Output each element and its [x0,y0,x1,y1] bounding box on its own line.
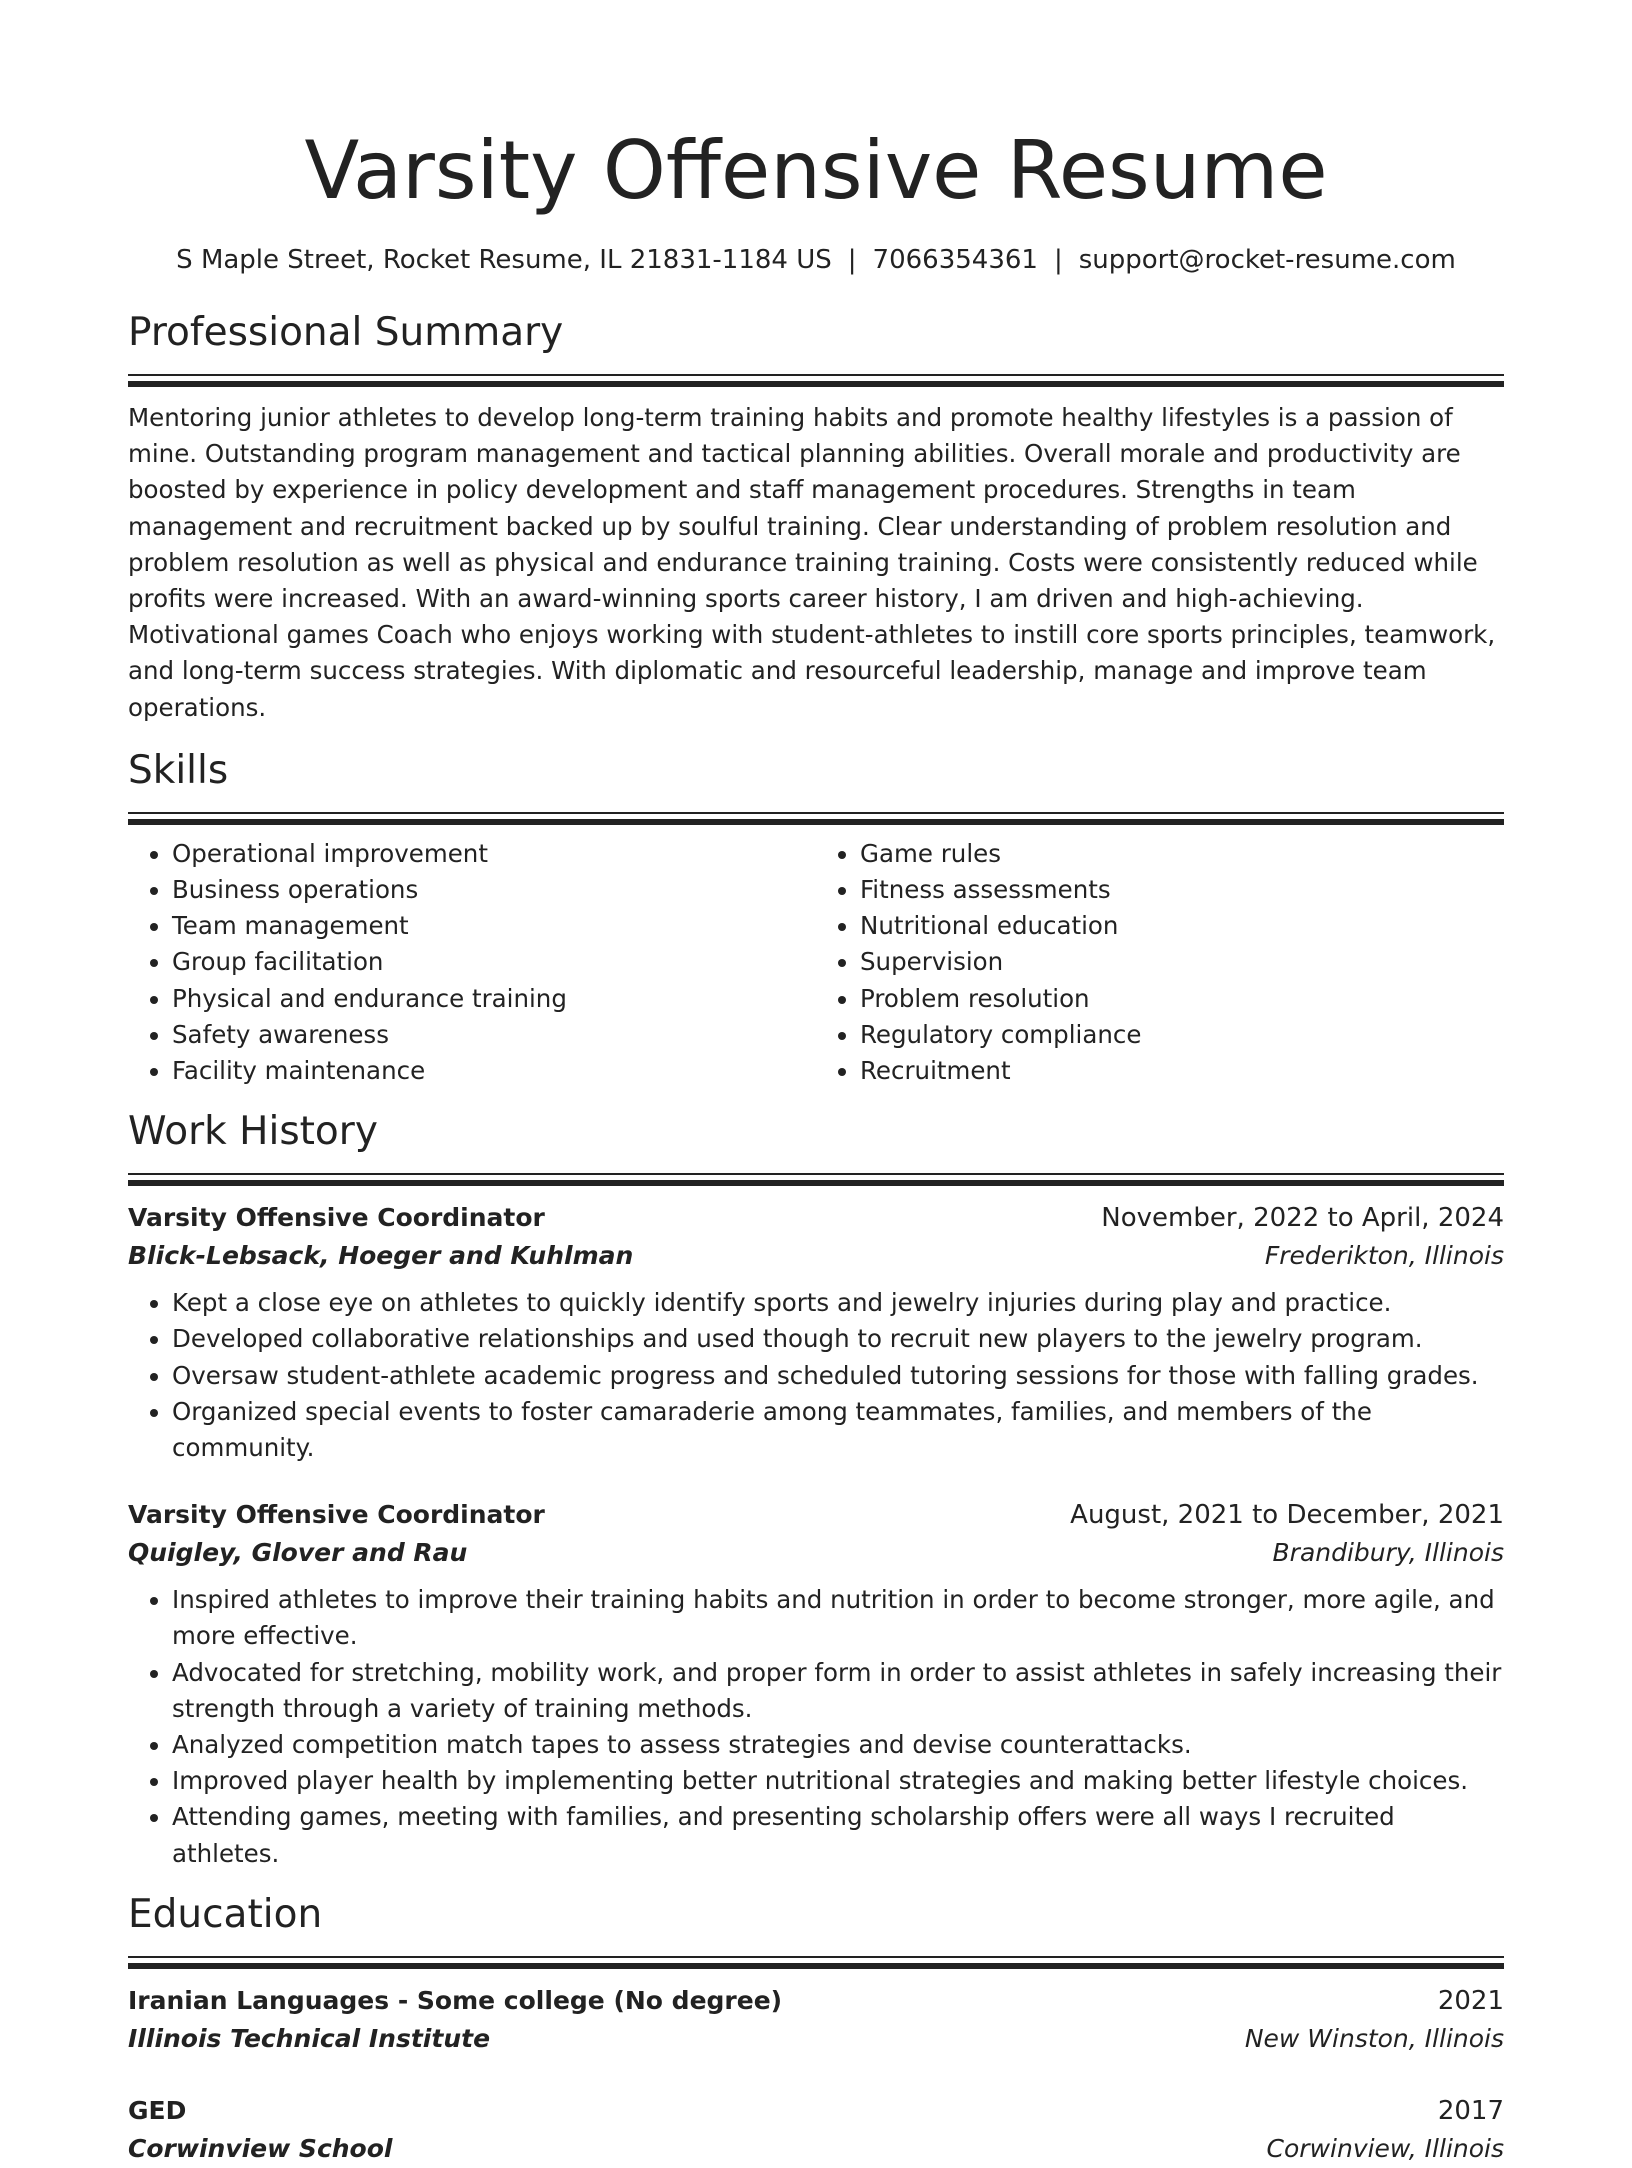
contact-address: S Maple Street, Rocket Resume, IL 21831-1184 US [176,245,832,275]
job-bullet: • Advocated for stretching, mobility work, and proper form in order to assist athletes in safely increasing their strength through a variety of training methods. [172,1655,1504,1727]
education-header-row [128,1982,1504,2020]
section-divider [128,374,1504,386]
education-header-row [128,2092,1504,2130]
job-company: Quigley, Glover and Rau [128,1538,468,1568]
skill-item: • Problem resolution [860,981,1504,1017]
skill-item: • Facility maintenance [172,1053,816,1089]
contact-line [128,242,1504,278]
job-header-row [128,1199,1504,1237]
skill-item: • Team management [172,908,816,944]
skill-item: • Supervision [860,944,1504,980]
education-degree: GED [128,2095,187,2125]
job-entry [128,1199,1504,1466]
job-header-row [128,1496,1504,1534]
skill-item: • Regulatory compliance [860,1017,1504,1053]
contact-separator: | [1053,245,1063,275]
job-bullet: • Organized special events to foster camaraderie among teammates, families, and members of the community. [172,1394,1504,1466]
skill-item: • Safety awareness [172,1017,816,1053]
job-bullet: • Inspired athletes to improve their training habits and nutrition in order to become stronger, more agile, and more effective. [172,1582,1504,1654]
job-bullet: • Developed collaborative relationships and used though to recruit new players to the jewelry program. [172,1321,1504,1357]
job-company-row [128,1237,1504,1275]
education-entry [128,1982,1504,2058]
contact-separator: | [847,245,857,275]
contact-email: support@rocket-resume.com [1078,245,1456,275]
education-year: 2021 [1437,1985,1504,2016]
job-bullet: • Improved player health by implementing better nutritional strategies and making better lifestyle choices. [172,1763,1504,1799]
job-dates: November, 2022 to April, 2024 [1101,1203,1504,1234]
skills-list-right [816,836,1504,1089]
education-school: Illinois Technical Institute [128,2023,491,2053]
job-bullet: • Oversaw student-athlete academic progress and scheduled tutoring sessions for those with falling grades. [172,1358,1504,1394]
skills-section [128,746,1504,1089]
section-divider [128,812,1504,824]
education-location: New Winston, Illinois [1244,2023,1504,2053]
work-section [128,1107,1504,1872]
job-dates: August, 2021 to December, 2021 [1070,1500,1504,1531]
job-bullet: • Kept a close eye on athletes to quickly identify sports and jewelry injuries during play and practice. [172,1285,1504,1321]
job-company-row [128,1534,1504,1572]
job-bullet: • Attending games, meeting with families, and presenting scholarship offers were all ways I recruited athletes. [172,1799,1504,1871]
education-school-row [128,2130,1504,2168]
section-title-education: Education [128,1891,323,1937]
skill-item: • Game rules [860,836,1504,872]
summary-text: Mentoring junior athletes to develop long-term training habits and promote healthy lifestyles is a passion of mine. Outstanding program management and tactical planning abilities. Overall morale and productivity are boosted by experience in policy development and staff management procedures. Strengths in team management and recruitment backed up by soulful training. Clear understanding of problem resolution and problem resolution as well as physical and endurance training training. Costs were consistently reduced while profits were increased. With an award-winning sports career history, I am driven and high-achieving. Motivational games Coach who enjoys working with student-athletes to instill core sports principles, teamwork, and long-term success strategies. With diplomatic and resourceful leadership, manage and improve team operations. [128,403,1496,722]
job-title: Varsity Offensive Coordinator [128,1203,545,1233]
education-degree: Iranian Languages - Some college (No degree) [128,1985,783,2015]
education-year: 2017 [1437,2095,1504,2126]
job-location: Brandibury, Illinois [1272,1538,1504,1568]
resume-name: Varsity Offensive Resume [304,124,1328,217]
skill-item: • Group facilitation [172,944,816,980]
job-location: Frederikton, Illinois [1264,1241,1504,1271]
skill-item: • Recruitment [860,1053,1504,1089]
section-divider [128,1956,1504,1968]
education-section [128,1890,1504,2168]
skill-item: • Physical and endurance training [172,981,816,1017]
job-entry [128,1496,1504,1872]
skills-list-left [128,836,816,1089]
job-company: Blick-Lebsack, Hoeger and Kuhlman [128,1241,634,1271]
skill-item: • Nutritional education [860,908,1504,944]
education-school-row [128,2020,1504,2058]
section-title-summary: Professional Summary [128,310,564,355]
skill-item: • Operational improvement [172,836,816,872]
section-title-work: Work History [128,1109,378,1155]
job-bullet: • Analyzed competition match tapes to assess strategies and devise counterattacks. [172,1727,1504,1763]
section-divider [128,1173,1504,1185]
skill-item: • Business operations [172,872,816,908]
contact-phone: 7066354361 [872,245,1038,275]
summary-section [128,308,1504,726]
section-title-skills: Skills [128,747,229,793]
education-location: Corwinview, Illinois [1266,2133,1504,2163]
education-school: Corwinview School [128,2133,393,2163]
job-bullets [128,1582,1504,1872]
job-title: Varsity Offensive Coordinator [128,1500,545,1530]
skills-columns [128,836,1504,1089]
job-bullets [128,1285,1504,1466]
education-entry [128,2092,1504,2168]
skill-item: • Fitness assessments [860,872,1504,908]
